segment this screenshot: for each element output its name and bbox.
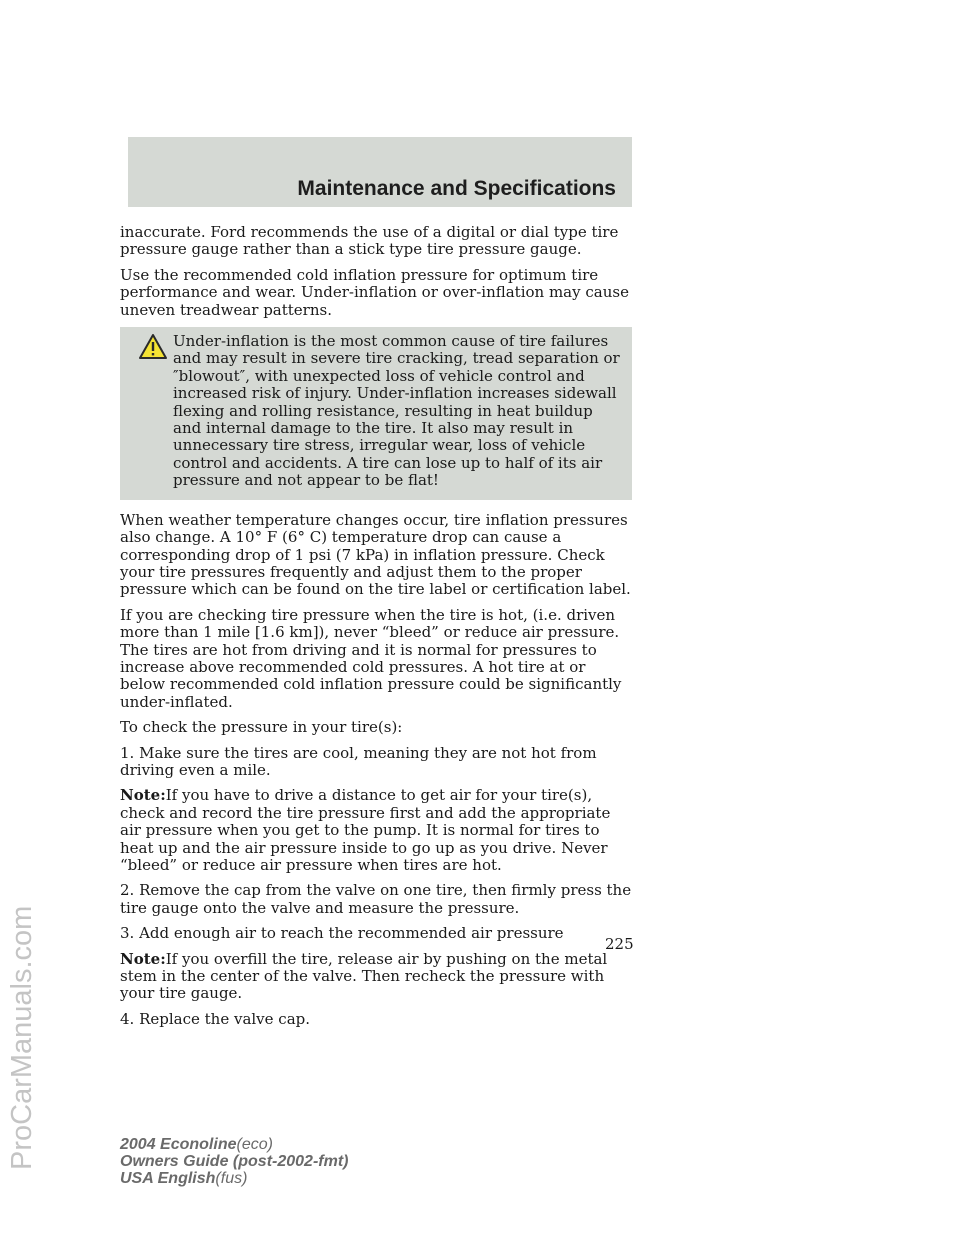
warning-text: Under-inflation is the most common cause of tire failures and may result in severe tire cracking, tread separation or ″blowout″, with unexpected loss of vehicle control and increased risk of injury. Under-inflation increases sidewall flexing and rolling resistance, resulting in heat buildup and internal damage to the tire. It also may result in unnecessary tire stress, irregular wear, loss of vehicle control and accidents. A tire can lose up to half of its air pressure and not appear to be flat! [173, 332, 620, 490]
note-paragraph [120, 951, 632, 1003]
note-text: If you overfill the tire, release air by pushing on the metal stem in the center of the valve. Then recheck the pressure with your tire gauge. [120, 949, 608, 1003]
paragraph: To check the pressure in your tire(s): [120, 718, 403, 737]
watermark: ProCarManuals.com [6, 905, 38, 1170]
note-label: Note: [120, 949, 166, 968]
step-1: 1. Make sure the tires are cool, meaning they are not hot from driving even a mile. [120, 743, 597, 779]
page-number: 225 [605, 935, 634, 953]
step-3: 3. Add enough air to reach the recommended air pressure [120, 924, 564, 943]
paragraph: Use the recommended cold inflation pressure for optimum tire performance and wear. Under-inflation or over-inflation may cause uneven treadwear patterns. [120, 265, 629, 319]
section-title: Maintenance and Specifications [297, 177, 616, 200]
document-footer [120, 1136, 348, 1187]
page-content [120, 224, 632, 1036]
paragraph: If you are checking tire pressure when the tire is hot, (i.e. driven more than 1 mile [1.6 km]), never “bleed” or reduce air pressure. The tires are hot from driving and it is normal for pressures to increase above recommended cold pressures. A hot tire at or below recommended cold inflation pressure could be significantly under-inflated. [120, 605, 622, 711]
paragraph: inaccurate. Ford recommends the use of a digital or dial type tire pressure gauge rather than a stick type tire pressure gauge. [120, 223, 619, 259]
paragraph: When weather temperature changes occur, tire inflation pressures also change. A 10° F (6° C) temperature drop can cause a corresponding drop of 1 psi (7 kPa) in inflation pressure. Check your tire pressures frequently and adjust them to the proper pressure which can be found on the tire label or certification label. [120, 510, 631, 599]
footer-model-code: (eco) [236, 1136, 273, 1153]
footer-line-1 [120, 1136, 348, 1153]
footer-language: USA English [120, 1170, 216, 1187]
warning-triangle-icon [138, 333, 168, 360]
footer-model: 2004 Econoline [120, 1136, 237, 1153]
footer-line-2: Owners Guide (post-2002-fmt) [120, 1153, 349, 1170]
note-paragraph [120, 787, 632, 874]
warning-box [120, 327, 632, 500]
note-text: If you have to drive a distance to get air for your tire(s), check and record the tire pressure first and add the appropriate air pressure when you get to the pump. It is normal for tires to heat up and the air pressure inside to go up as you drive. Never “bleed” or reduce air pressure when tires are hot. [120, 786, 611, 874]
step-2: 2. Remove the cap from the valve on one tire, then firmly press the tire gauge onto the valve and measure the pressure. [120, 881, 632, 917]
footer-line-3 [120, 1170, 348, 1187]
note-label: Note: [120, 786, 166, 805]
step-4: 4. Replace the valve cap. [120, 1009, 311, 1028]
section-header-band [128, 137, 632, 207]
footer-language-code: (fus) [215, 1170, 248, 1187]
